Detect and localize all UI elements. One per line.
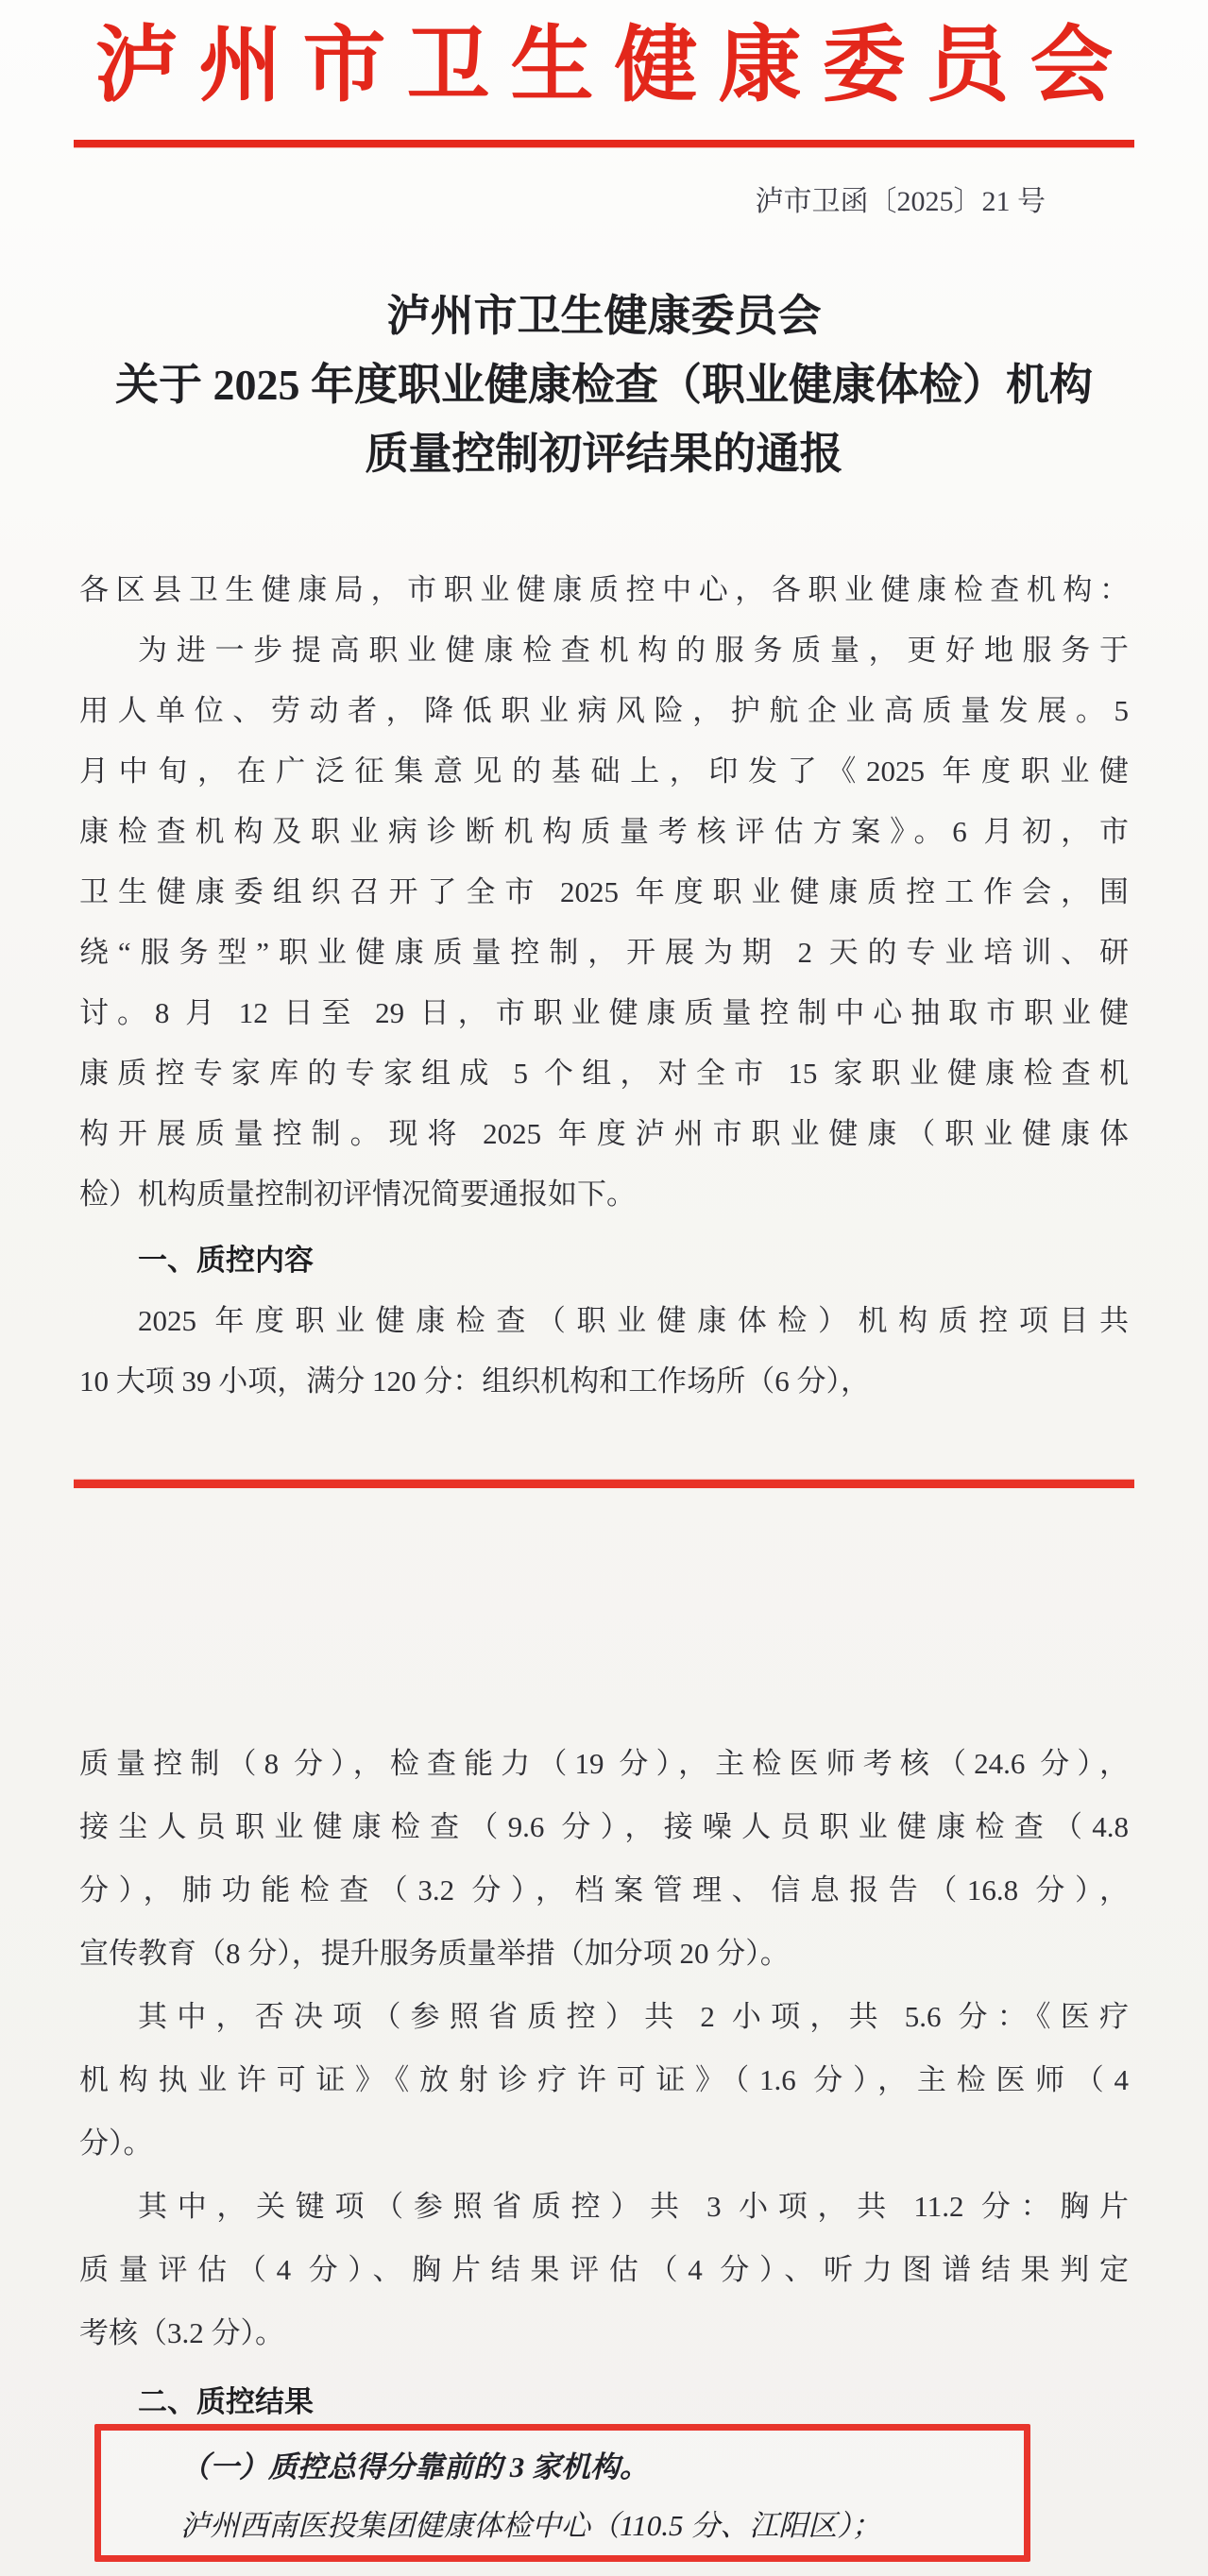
page1-body-text <box>79 560 1129 1412</box>
document-line: 构开展质量控制。现将 2025 年度泸州市职业健康（职业健康体 <box>79 1117 1129 1150</box>
page-break-red-rule <box>74 1480 1134 1488</box>
document-line: 为进一步提高职业健康检查机构的服务质量，更好地服务于 <box>138 634 1129 667</box>
highlighted-line: （一）质控总得分靠前的 3 家机构。 <box>180 2450 649 2483</box>
document-reference-number: 泸市卫函〔2025〕21 号 <box>755 186 1046 217</box>
document-line: 用人单位、劳动者，降低职业病风险，护航企业高质量发展。5 <box>79 694 1129 727</box>
document-line: 10 大项 39 小项，满分 120 分：组织机构和工作场所（6 分）， <box>79 1364 870 1398</box>
document-line: 分）。 <box>79 2127 153 2160</box>
document-line: 月中旬，在广泛征集意见的基础上，印发了《2025 年度职业健 <box>79 754 1129 788</box>
highlighted-line: 泸州西南医投集团健康体检中心（110.5 分、江阳区）； <box>180 2509 881 2542</box>
page2-body-text <box>79 1732 1129 2433</box>
document-line: 康质控专家库的专家组成 5 个组，对全市 15 家职业健康检查机 <box>79 1057 1129 1090</box>
document-line: 二、质控结果 <box>138 2385 314 2418</box>
agency-header-title: 泸州市卫生健康委员会 <box>94 21 1134 112</box>
header-red-rule <box>74 140 1134 147</box>
document-line: 卫生健康委组织召开了全市 2025 年度职业健康质控工作会，围 <box>79 875 1129 908</box>
document-line: 质量控制（8 分），检查能力（19 分），主检医师考核（24.6 分）， <box>79 1747 1129 1780</box>
document-line: 质量评估（4 分）、胸片结果评估（4 分）、听力图谱结果判定 <box>79 2253 1129 2286</box>
document-title-line: 泸州市卫生健康委员会 <box>386 292 822 340</box>
document-line: 其中，关键项（参照省质控）共 3 小项，共 11.2 分：胸片 <box>138 2190 1129 2223</box>
document-line: 机构执业许可证》《放射诊疗许可证》（1.6 分），主检医师（4 <box>79 2063 1129 2096</box>
document-line: 各区县卫生健康局，市职业健康质控中心，各职业健康检查机构： <box>79 573 1129 606</box>
document-title <box>0 281 1208 488</box>
document-line: 检）机构质量控制初评情况简要通报如下。 <box>79 1178 636 1211</box>
document-line: 接尘人员职业健康检查（9.6 分），接噪人员职业健康检查（4.8 <box>79 1810 1129 1843</box>
document-title-line: 关于 2025 年度职业健康检查（职业健康体检）机构 <box>115 361 1093 409</box>
document-line: 康检查机构及职业病诊断机构质量考核评估方案》。6 月初，市 <box>79 815 1129 848</box>
document-line: 考核（3.2 分）。 <box>79 2316 284 2349</box>
document-title-line: 质量控制初评结果的通报 <box>365 430 843 478</box>
document-line: 2025 年度职业健康检查（职业健康体检）机构质控项目共 <box>138 1304 1129 1337</box>
document-line: 绕“服务型”职业健康质量控制，开展为期 2 天的专业培训、研 <box>79 936 1129 969</box>
document-line: 一、质控内容 <box>138 1244 314 1277</box>
document-line: 讨。8 月 12 日至 29 日，市职业健康质量控制中心抽取市职业健 <box>79 996 1129 1029</box>
document-line: 分），肺功能检查（3.2 分），档案管理、信息报告（16.8 分）， <box>79 1873 1129 1907</box>
highlight-annotation-box <box>94 2424 1030 2562</box>
document-line: 宣传教育（8 分），提升服务质量举措（加分项 20 分）。 <box>79 1937 790 1970</box>
document-line: 其中，否决项（参照省质控）共 2 小项，共 5.6 分：《医疗 <box>138 2000 1129 2033</box>
